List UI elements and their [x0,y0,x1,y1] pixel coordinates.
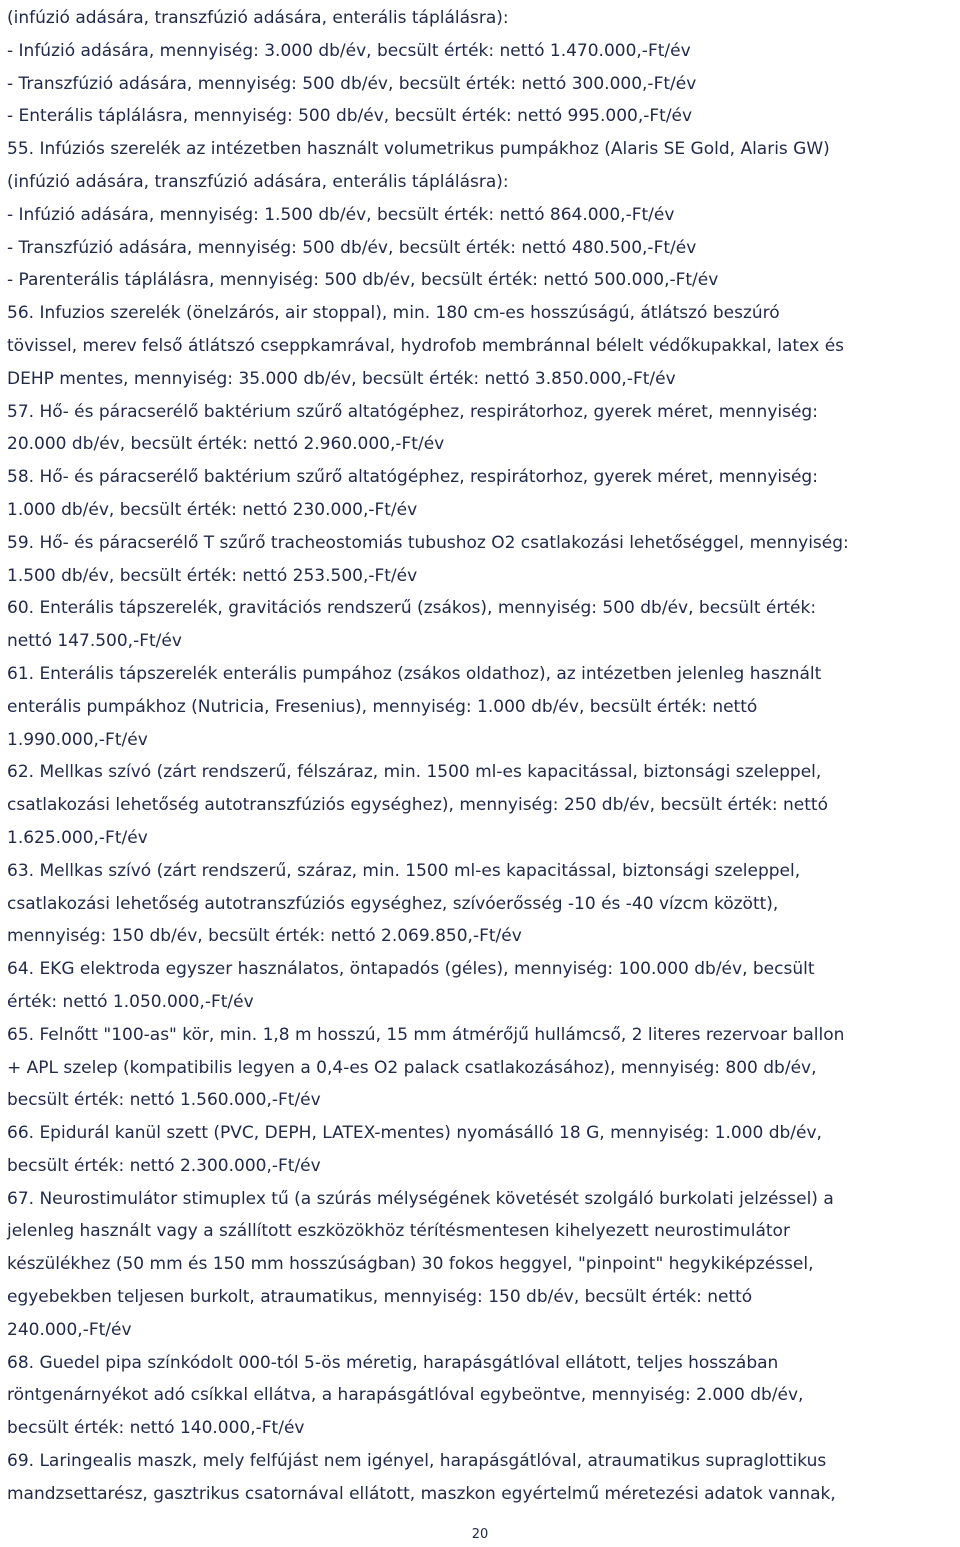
document-body [7,2,957,1511]
text-line: csatlakozási lehetőség autotranszfúziós egységhez), mennyiség: 250 db/év, becsült érték: nettó [7,795,828,816]
text-line: becsült érték: nettó 2.300.000,-Ft/év [7,1155,321,1176]
text-line: 68. Guedel pipa színkódolt 000-tól 5-ös méretig, harapásgátlóval ellátott, teljes hosszában [7,1352,779,1373]
text-line: 65. Felnőtt "100-as" kör, min. 1,8 m hosszú, 15 mm átmérőjű hullámcső, 2 literes rezervoar ballon [7,1024,845,1045]
text-line: becsült érték: nettó 140.000,-Ft/év [7,1418,305,1439]
text-line: - Infúzió adására, mennyiség: 1.500 db/év, becsült érték: nettó 864.000,-Ft/év [7,204,675,225]
page-number: 20 [471,1527,489,1542]
text-line: - Parenterális táplálásra, mennyiség: 500 db/év, becsült érték: nettó 500.000,-Ft/év [7,270,719,291]
text-line: 58. Hő- és páracserélő baktérium szűrő altatógéphez, respirátorhoz, gyerek méret, mennyiség: [7,467,818,488]
text-line: készülékhez (50 mm és 150 mm hosszúságban) 30 fokos heggyel, "pinpoint" hegykiképzéssel, [7,1254,814,1275]
text-line: 64. EKG elektroda egyszer használatos, öntapadós (géles), mennyiség: 100.000 db/év, becsült [7,959,815,980]
text-line: enterális pumpákhoz (Nutricia, Fresenius), mennyiség: 1.000 db/év, becsült érték: nettó [7,696,758,717]
text-line: csatlakozási lehetőség autotranszfúziós egységhez, szívóerősség -10 és -40 vízcm között), [7,893,779,914]
text-line: egyebekben teljesen burkolt, atraumatikus, mennyiség: 150 db/év, becsült érték: nettó [7,1287,753,1308]
text-line: jelenleg használt vagy a szállított eszközökhöz térítésmentesen kihelyezett neurostimulátor [7,1221,790,1242]
text-line: 1.000 db/év, becsült érték: nettó 230.000,-Ft/év [7,499,418,520]
text-line: érték: nettó 1.050.000,-Ft/év [7,991,254,1012]
text-line: tövissel, merev felső átlátszó cseppkamrával, hydrofob membránnal bélelt védőkupakkal, latex és [7,335,845,356]
text-line: mennyiség: 150 db/év, becsült érték: nettó 2.069.850,-Ft/év [7,926,522,947]
text-line: + APL szelep (kompatibilis legyen a 0,4-es O2 palack csatlakozásához), mennyiség: 800 db/év, [7,1057,817,1078]
text-line: röntgenárnyékot adó csíkkal ellátva, a harapásgátlóval egybeöntve, mennyiség: 2.000 db/év, [7,1385,804,1406]
text-line: 240.000,-Ft/év [7,1319,132,1340]
text-line: 57. Hő- és páracserélő baktérium szűrő altatógéphez, respirátorhoz, gyerek méret, mennyiség: [7,401,818,422]
text-line: 61. Enterális tápszerelék enterális pumpához (zsákos oldathoz), az intézetben jelenleg használt [7,663,822,684]
text-line: 1.625.000,-Ft/év [7,827,148,848]
text-line: - Transzfúzió adására, mennyiség: 500 db/év, becsült érték: nettó 300.000,-Ft/év [7,73,697,94]
text-line: 1.500 db/év, becsült érték: nettó 253.500,-Ft/év [7,565,418,586]
text-line: 62. Mellkas szívó (zárt rendszerű, félszáraz, min. 1500 ml-es kapacitással, biztonsági szeleppel, [7,762,822,783]
text-line: mandzsettarész, gasztrikus csatornával ellátott, maszkon egyértelmű méretezési adatok vannak, [7,1483,836,1504]
text-line: - Transzfúzió adására, mennyiség: 500 db/év, becsült érték: nettó 480.500,-Ft/év [7,237,697,258]
text-line: 1.990.000,-Ft/év [7,729,148,750]
text-line: 66. Epidurál kanül szett (PVC, DEPH, LATEX-mentes) nyomásálló 18 G, mennyiség: 1.000 db/év, [7,1123,822,1144]
text-line: 55. Infúziós szerelék az intézetben használt volumetrikus pumpákhoz (Alaris SE Gold, Alaris GW) [7,139,830,160]
text-line: 56. Infuzios szerelék (önelzárós, air stoppal), min. 180 cm-es hosszúságú, átlátszó beszúró [7,303,780,324]
text-line: 60. Enterális tápszerelék, gravitációs rendszerű (zsákos), mennyiség: 500 db/év, becsült érték: [7,598,817,619]
text-line: DEHP mentes, mennyiség: 35.000 db/év, becsült érték: nettó 3.850.000,-Ft/év [7,368,676,389]
text-line: 59. Hő- és páracserélő T szűrő tracheostomiás tubushoz O2 csatlakozási lehetőséggel, mennyiség: [7,532,849,553]
text-line: (infúzió adására, transzfúzió adására, enterális táplálásra): [7,8,509,28]
text-line: - Infúzió adására, mennyiség: 3.000 db/év, becsült érték: nettó 1.470.000,-Ft/év [7,40,691,61]
text-line: 69. Laringealis maszk, mely felfújást nem igényel, harapásgátlóval, atraumatikus supraglottikus [7,1451,827,1472]
text-line: 63. Mellkas szívó (zárt rendszerű, száraz, min. 1500 ml-es kapacitással, biztonsági szeleppel, [7,860,801,881]
text-line: 20.000 db/év, becsült érték: nettó 2.960.000,-Ft/év [7,434,445,455]
text-line: (infúzió adására, transzfúzió adására, enterális táplálásra): [7,171,509,192]
text-line: 67. Neurostimulátor stimuplex tű (a szúrás mélységének követését szolgáló burkolati jelzéssel) a [7,1188,834,1209]
text-line: nettó 147.500,-Ft/év [7,631,182,652]
text-line: becsült érték: nettó 1.560.000,-Ft/év [7,1090,321,1111]
text-line: - Enterális táplálásra, mennyiség: 500 db/év, becsült érték: nettó 995.000,-Ft/év [7,106,693,127]
